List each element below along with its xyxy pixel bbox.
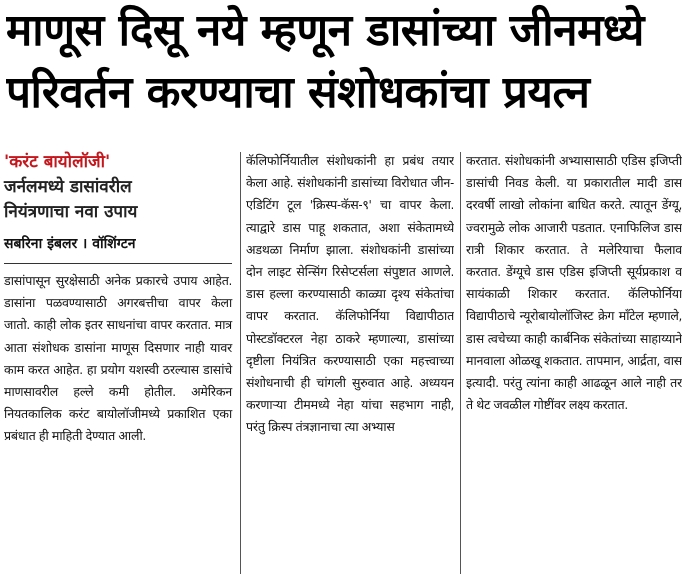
column-divider-2 (460, 152, 461, 574)
headline-line-1: माणूस दिसू नये म्हणून डासांच्या जीनमध्ये (6, 5, 644, 56)
article-headline (6, 0, 682, 124)
subheadline-line-3: नियंत्रणाचा नवा उपाय (4, 202, 138, 222)
byline: सबरिना इंबलर । वॉशिंग्टन (4, 236, 136, 252)
article-column-3: करतात. संशोधकांनी अभ्यासासाठी एडिस इजिप्ती डासांची निवड केली. या प्रकारातील मादी डास दरवर्षी लाखो लोकांना बाधित करते. त्यातून डेंग्यू, ज्वरामुळे लोक आजारी पडतात. एनाफिलिज डास रात्री शिकार करतात. ते मलेरियाचा फैलाव करतात. डेंग्यूचे डास एडिस इजिप्ती सूर्यप्रकाश व सायंकाळी शिकार करतात. कॅलिफोर्निया विद्यापीठाचे न्यूरोबायोलॉजिस्ट क्रेग मॉंटेल म्हणाले, डास त्वचेच्या काही कार्बनिक संकेतांच्या साहाय्याने मानवाला ओळखू शकतात. तापमान, आर्द्रता, वास इत्यादी. परंतु त्यांना काही आढळून आले नाही तर ते थेट जवळील गोष्टींवर लक्ष्य करतात. (466, 153, 682, 413)
article-column-1: डासांपासून सुरक्षेसाठी अनेक प्रकारचे उपाय आहेत. डासांना पळवण्यासाठी अगरबत्तीचा वापर केला जातो. काही लोक इतर साधनांचा वापर करतात. मात्र आता संशोधक डासांना माणूस दिसणार नाही यावर काम करत आहेत. हा प्रयोग यशस्वी ठरल्यास डासांचे माणसावरील हल्ले कमी होतील. अमेरिकन नियतकालिक करंट बायोलॉजीमध्ये प्रकाशित एका प्रबंधात ही माहिती देण्यात आली. (4, 273, 232, 444)
byline-divider (4, 263, 232, 264)
headline-line-2: परिवर्तन करण्याचा संशोधकांचा प्रयत्न (6, 67, 590, 118)
subheadline-journal-name: 'करंट बायोलॉजी' (4, 152, 111, 172)
column-3 (466, 150, 682, 578)
subheadline-line-2: जर्नलमध्ये डासांवरील (4, 177, 132, 197)
column-divider-1 (240, 152, 241, 574)
subheadline (0, 150, 236, 225)
left-column (0, 150, 236, 578)
column-2 (246, 150, 454, 578)
article-column-2: कॅलिफोर्नियातील संशोधकांनी हा प्रबंध तयार केला आहे. संशोधकांनी डासांच्या विरोधात जीन-एडिटिंग टूल 'क्रिस्प-कॅस-९' चा वापर केला. त्याद्वारे डास पाहू शकतात, अशा संकेतामध्ये अडथळा निर्माण झाला. संशोधकांनी डासांच्या दोन लाइट सेन्सिंग रिसेप्टर्सला संपुष्टात आणले. डास हल्ला करण्यासाठी काळ्या दृश्य संकेतांचा वापर करतात. कॅलिफोर्निया विद्यापीठात पोस्टडॉक्टरल नेहा ठाकरे म्हणाल्या, डासांच्या दृष्टीला नियंत्रित करण्यासाठी एका महत्त्वाच्या संशोधनाची ही चांगली सुरुवात आहे. अध्ययन करणाऱ्या टीममध्ये नेहा यांचा सहभाग नाही, परंतु क्रिस्प तंत्रज्ञानाचा त्या अभ्यास (246, 153, 454, 435)
